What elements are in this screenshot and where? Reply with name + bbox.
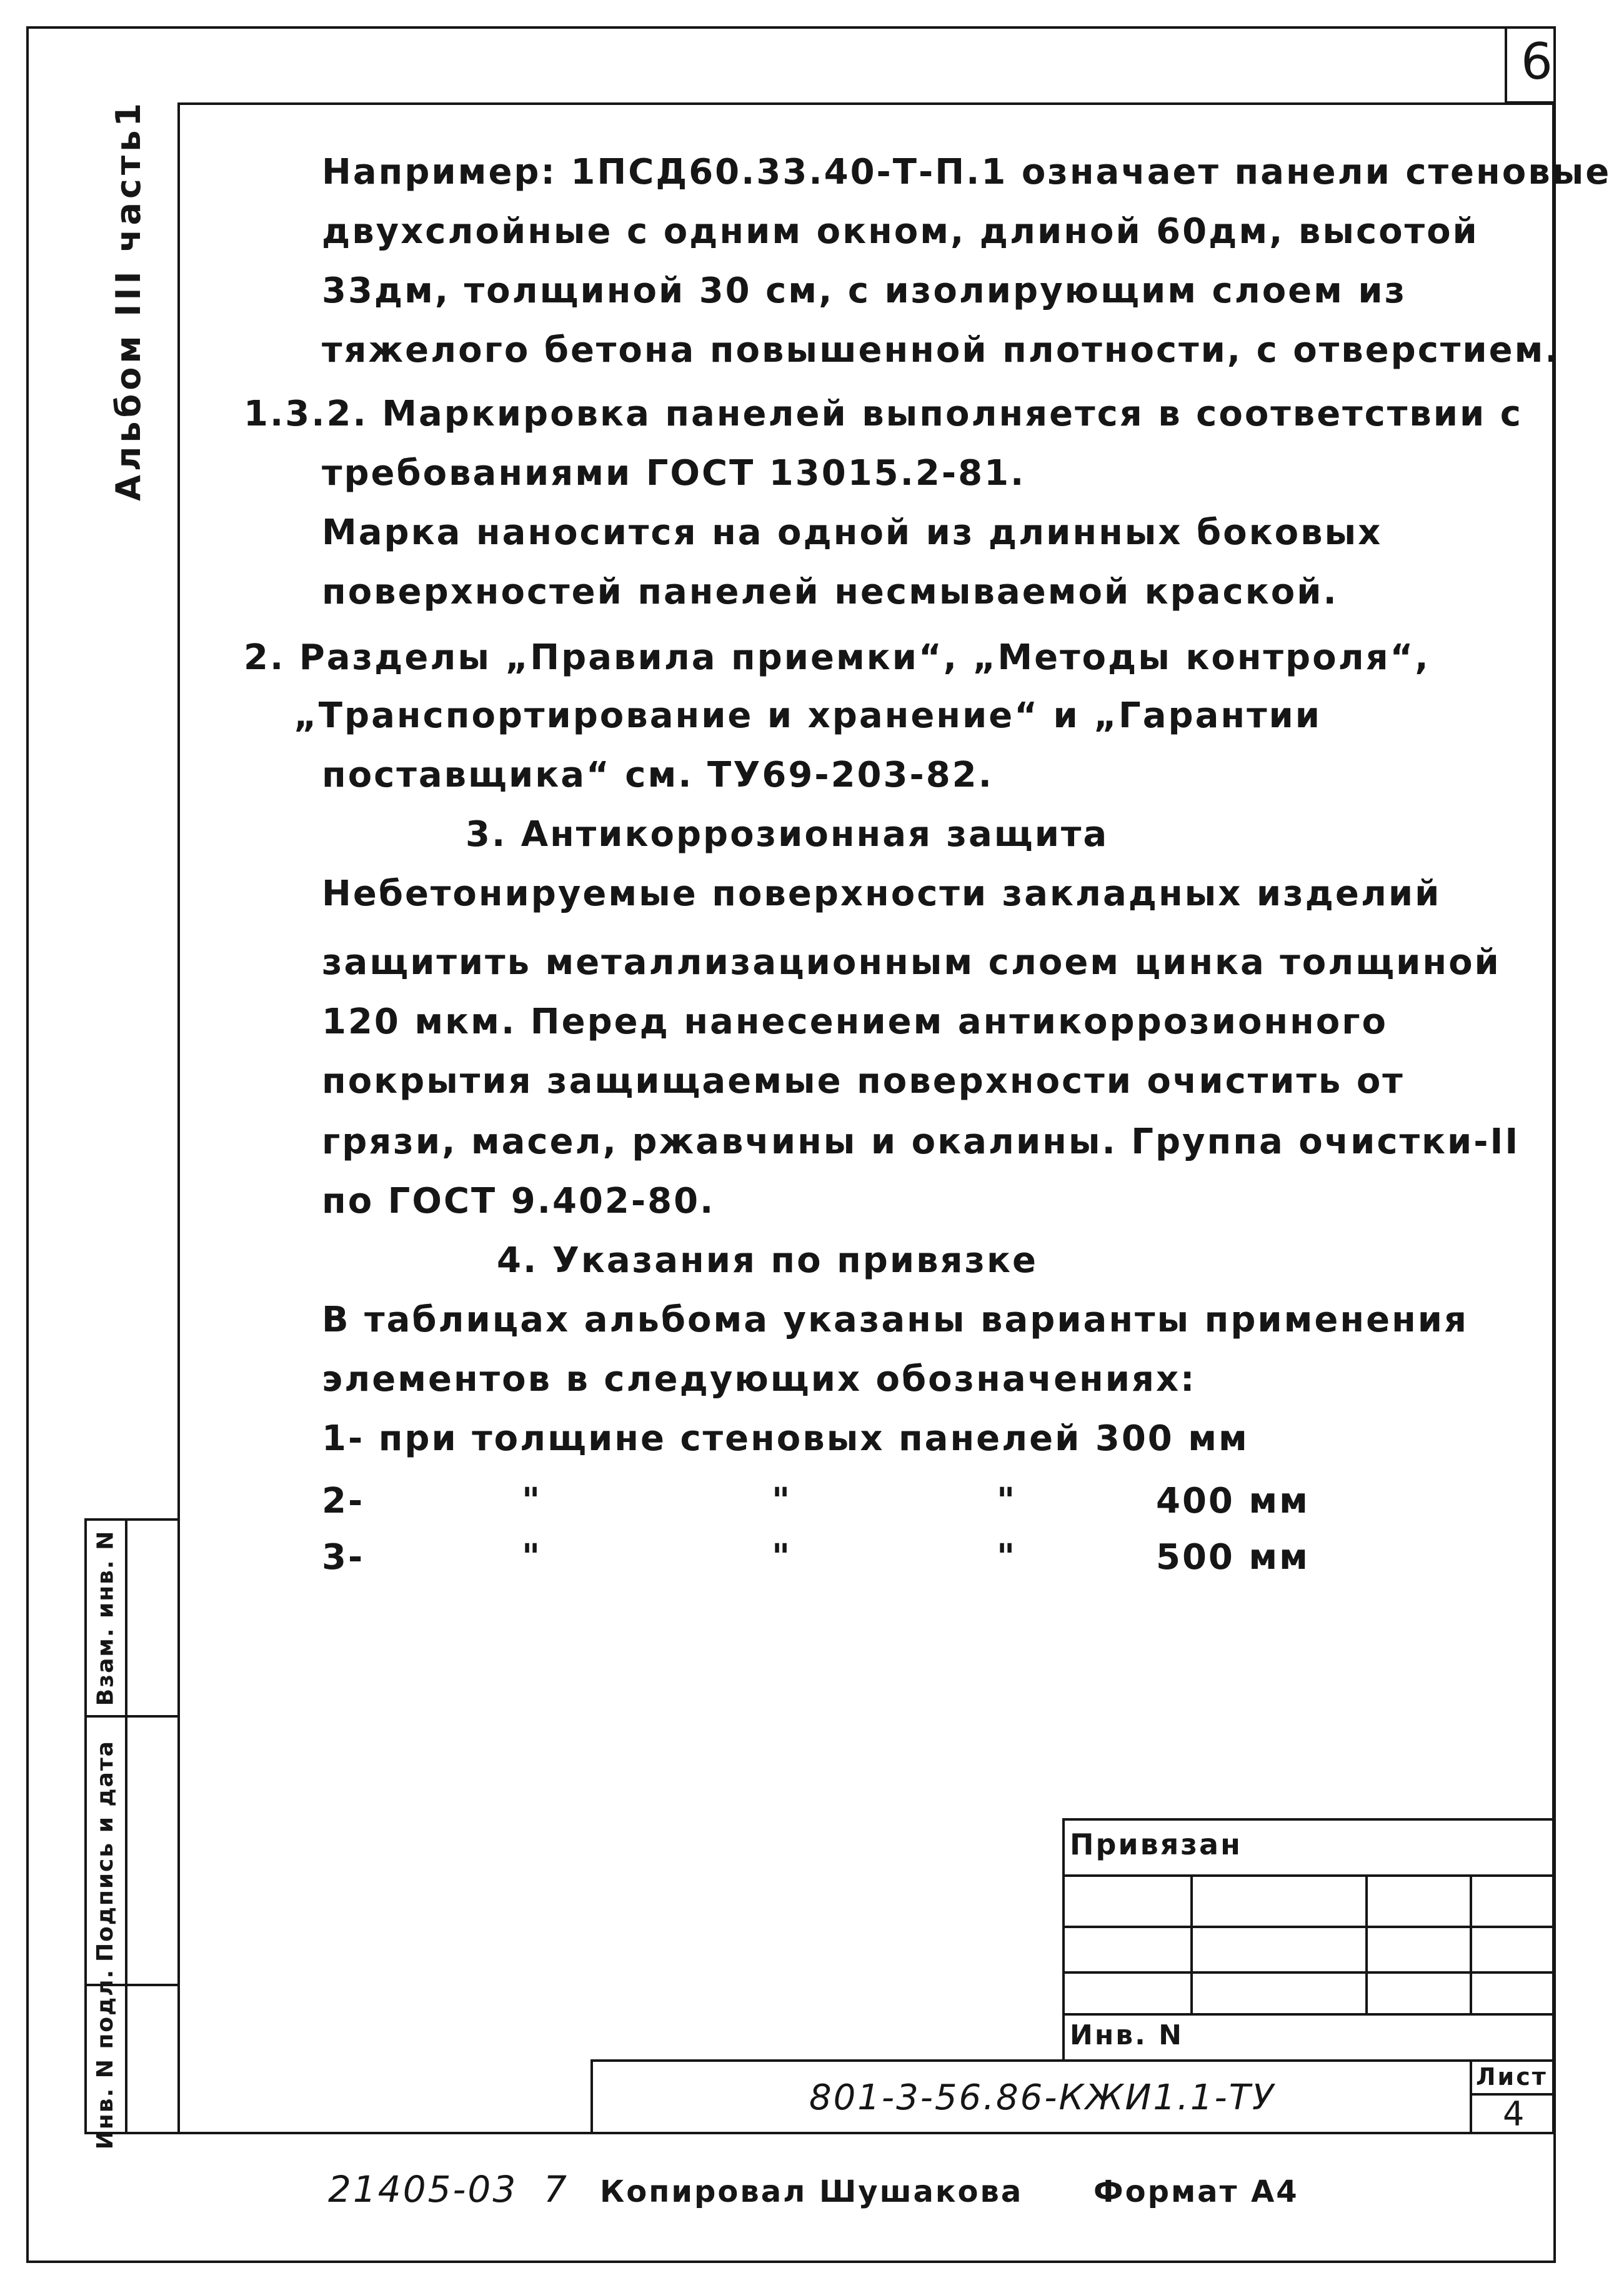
side-stamp-mid	[125, 1518, 127, 2134]
list-label: Лист	[1476, 2063, 1548, 2091]
privyazan-row-2	[1062, 1926, 1553, 1928]
body-line-3: 33дм, толщиной 30 см, с изолирующим слоем из	[322, 271, 1407, 311]
body-line-1: Например: 1ПСД60.33.40-Т-П.1 означает панели стеновые	[322, 152, 1612, 192]
list-number: 4	[1503, 2094, 1527, 2134]
body-line-5: 1.3.2. Маркировка панелей выполняется в соответствии с	[244, 394, 1523, 434]
side-stamp-podpis-data: Подпись и дата	[92, 1739, 119, 1962]
section3-heading: 3. Антикоррозионная защита	[466, 814, 1109, 855]
sheet-number: 6	[1521, 32, 1555, 91]
body-line-6: требованиями ГОСТ 13015.2-81.	[322, 453, 1026, 494]
album-title-area	[94, 100, 162, 500]
body-line-10: „Транспортирование и хранение“ и „Гарантии	[294, 695, 1322, 736]
variant-3-value: 500 мм	[1156, 1537, 1310, 1578]
variant-2-ditto-2: "	[772, 1481, 792, 1521]
variant-2-num: 2-	[322, 1481, 365, 1521]
privyazan-col-3	[1470, 1874, 1472, 2013]
footer-order: 21405-03	[328, 2168, 518, 2211]
body-line-9: 2. Разделы „Правила приемки“, „Методы контроля“,	[244, 637, 1430, 678]
privyazan-row-4	[1062, 2013, 1553, 2016]
body-line-8: поверхностей панелей несмываемой краской.	[322, 572, 1338, 612]
section3-line-5: грязи, масел, ржавчины и окалины. Группа очистки-II	[322, 1122, 1520, 1162]
privyazan-top	[1062, 1818, 1553, 1821]
body-line-2: двухслойные с одним окном, длиной 60дм, высотой	[322, 211, 1479, 252]
privyazan-row-3	[1062, 1971, 1553, 1974]
footer-format: Формат А4	[1093, 2174, 1299, 2209]
body-line-11: поставщика“ см. ТУ69-203-82.	[322, 755, 994, 795]
privyazan-title: Привязан	[1070, 1828, 1242, 1861]
inner-frame-bottom	[84, 2132, 1555, 2134]
variant-2-ditto-3: "	[997, 1481, 1017, 1521]
inner-frame-top	[180, 102, 1555, 105]
variant-2-ditto-1: "	[522, 1481, 542, 1521]
outer-frame-bottom	[26, 2261, 1556, 2263]
variant-3-ditto-2: "	[772, 1537, 792, 1578]
outer-frame-left	[26, 26, 29, 2263]
title-block-list-left	[1470, 2059, 1472, 2134]
section4-line-3: 1- при толщине стеновых панелей 300 мм	[322, 1418, 1249, 1459]
privyazan-row-1	[1062, 1874, 1553, 1877]
section3-line-4: покрытия защищаемые поверхности очистить от	[322, 1061, 1405, 1102]
album-title: Альбом III часть1	[108, 99, 148, 501]
section3-line-3: 120 мкм. Перед нанесением антикоррозионного	[322, 1002, 1388, 1042]
sheet-number-box-left	[1505, 26, 1507, 104]
section3-line-1: Небетонируемые поверхности закладных изделий	[322, 873, 1442, 914]
side-stamp-vzam-inv: Взам. инв. N	[92, 1529, 119, 1706]
footer-copy-num: 7	[544, 2168, 569, 2211]
privyazan-left	[1062, 1818, 1065, 2062]
title-block-left	[590, 2059, 593, 2134]
section4-heading: 4. Указания по привязке	[497, 1240, 1039, 1281]
privyazan-col-1	[1190, 1874, 1193, 2013]
title-block-top	[590, 2059, 1555, 2062]
variant-2-value: 400 мм	[1156, 1481, 1310, 1521]
inner-frame-right	[1552, 102, 1555, 2134]
outer-frame-top	[26, 26, 1556, 29]
section4-line-1: В таблицах альбома указаны варианты применения	[322, 1300, 1468, 1340]
privyazan-inv-label: Инв. N	[1070, 2019, 1183, 2051]
section4-line-2: элементов в следующих обозначениях:	[322, 1359, 1197, 1400]
body-line-4: тяжелого бетона повышенной плотности, с отверстием.	[322, 330, 1560, 371]
variant-3-ditto-1: "	[522, 1537, 542, 1578]
document-code: 801-3-56.86-КЖИ1.1-ТУ	[809, 2077, 1276, 2118]
footer-copied-by: Копировал Шушакова	[600, 2174, 1024, 2209]
body-line-7: Марка наносится на одной из длинных боковых	[322, 512, 1383, 553]
variant-3-ditto-3: "	[997, 1537, 1017, 1578]
section3-line-6: по ГОСТ 9.402-80.	[322, 1181, 715, 1221]
inner-frame-left	[177, 102, 180, 2134]
side-stamp-inv-podl: Инв. N подл.	[92, 1968, 119, 2150]
section3-line-2: защитить металлизационным слоем цинка толщиной	[322, 942, 1501, 983]
variant-3-num: 3-	[322, 1537, 365, 1578]
privyazan-col-2	[1365, 1874, 1368, 2013]
